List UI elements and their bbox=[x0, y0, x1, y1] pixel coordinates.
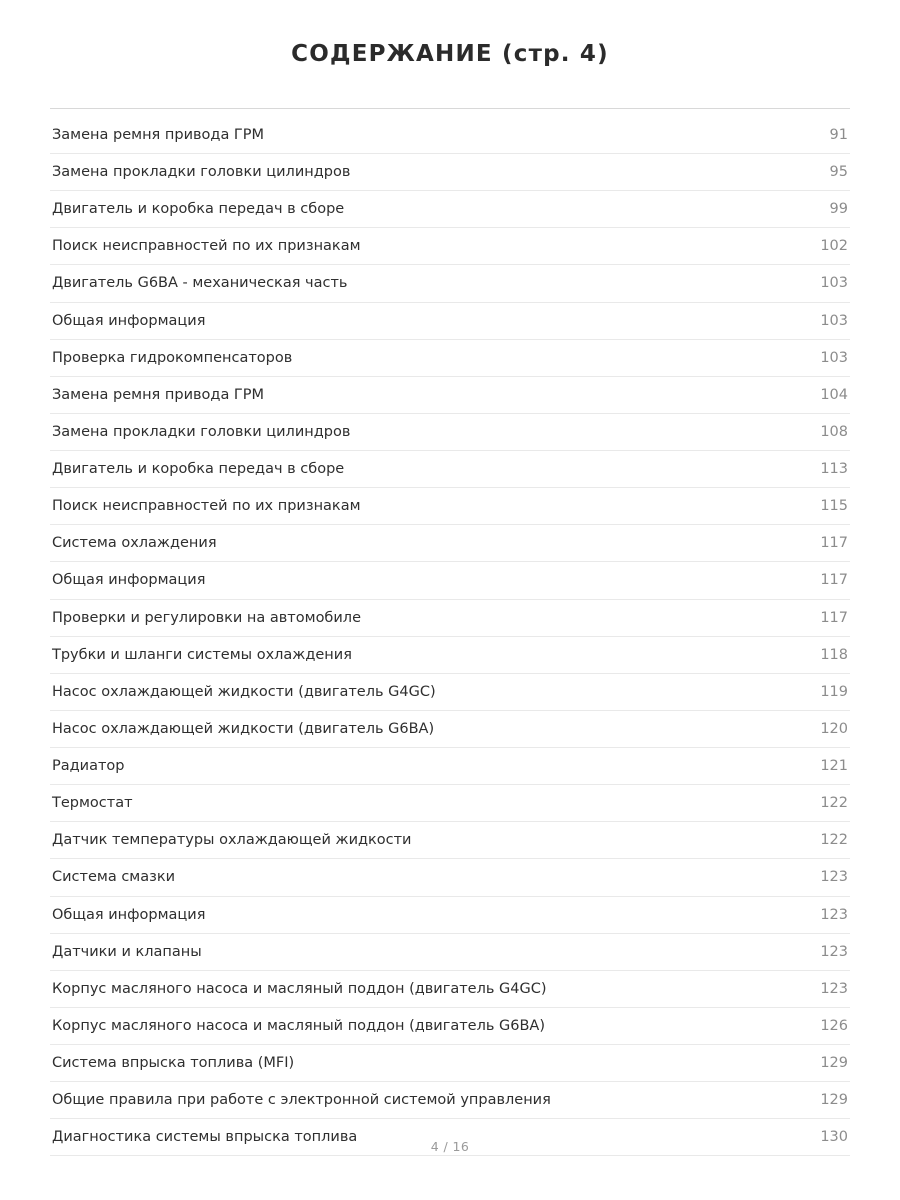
toc-entry[interactable] bbox=[50, 934, 850, 971]
toc-entry-label: Замена ремня привода ГРМ bbox=[52, 126, 265, 143]
toc-entry-page-number: 126 bbox=[820, 1017, 848, 1034]
page-footer: 4 / 16 bbox=[430, 1139, 470, 1154]
toc-entry[interactable] bbox=[50, 488, 850, 525]
toc-entry[interactable] bbox=[50, 377, 850, 414]
toc-entry[interactable] bbox=[50, 414, 850, 451]
toc-entry-page-number: 113 bbox=[820, 461, 848, 478]
toc-entry-page-number: 95 bbox=[829, 164, 848, 181]
toc-entry[interactable] bbox=[50, 340, 850, 377]
toc-entry-label: Система впрыска топлива (MFI) bbox=[52, 1055, 295, 1072]
toc-entry-label: Проверка гидрокомпенсаторов bbox=[52, 349, 293, 366]
toc-entry-label: Двигатель и коробка передач в сборе bbox=[52, 461, 345, 478]
toc-entry-page-number: 117 bbox=[820, 535, 848, 552]
toc-entry-page-number: 129 bbox=[820, 1092, 848, 1109]
toc-entry[interactable] bbox=[50, 637, 850, 674]
toc-entry-label: Общая информация bbox=[52, 906, 206, 923]
toc-entry[interactable] bbox=[50, 451, 850, 488]
toc-entry-label: Замена прокладки головки цилиндров bbox=[52, 164, 351, 181]
toc-entry[interactable] bbox=[50, 562, 850, 599]
toc-entry-label: Общая информация bbox=[52, 572, 206, 589]
toc-entry[interactable] bbox=[50, 1045, 850, 1082]
toc-entry-label: Датчики и клапаны bbox=[52, 943, 202, 960]
toc-entry-page-number: 123 bbox=[820, 943, 848, 960]
toc-entry-label: Корпус масляного насоса и масляный поддон (двигатель G4GC) bbox=[52, 980, 547, 997]
toc-entry-page-number: 103 bbox=[820, 275, 848, 292]
toc-entry-label: Насос охлаждающей жидкости (двигатель G4GC) bbox=[52, 683, 436, 700]
toc-entry-page-number: 117 bbox=[820, 609, 848, 626]
toc-entry-label: Диагностика системы впрыска топлива bbox=[52, 1129, 358, 1146]
title-divider bbox=[50, 108, 850, 109]
toc-entry-label: Радиатор bbox=[52, 758, 125, 775]
toc-entry[interactable] bbox=[50, 154, 850, 191]
toc-entry-page-number: 99 bbox=[829, 201, 848, 218]
toc-entry-label: Общая информация bbox=[52, 312, 206, 329]
toc-entry[interactable] bbox=[50, 822, 850, 859]
page-title: СОДЕРЖАНИЕ (стр. 4) bbox=[291, 41, 609, 67]
toc-entry-page-number: 102 bbox=[820, 238, 848, 255]
toc-entry[interactable] bbox=[50, 525, 850, 562]
toc-entry-page-number: 121 bbox=[820, 758, 848, 775]
toc-entry-page-number: 122 bbox=[820, 795, 848, 812]
toc-entry[interactable] bbox=[50, 228, 850, 265]
toc-entry[interactable] bbox=[50, 1008, 850, 1045]
toc-entry-page-number: 119 bbox=[820, 683, 848, 700]
toc-entry[interactable] bbox=[50, 897, 850, 934]
toc-entry-label: Датчик температуры охлаждающей жидкости bbox=[52, 832, 412, 849]
toc-entry-label: Замена прокладки головки цилиндров bbox=[52, 423, 351, 440]
toc-entry-label: Термостат bbox=[52, 795, 133, 812]
toc-entry-label: Система охлаждения bbox=[52, 535, 217, 552]
toc-entry-label: Общие правила при работе с электронной системой управления bbox=[52, 1092, 551, 1109]
toc-entry-page-number: 123 bbox=[820, 906, 848, 923]
toc-entry[interactable] bbox=[50, 711, 850, 748]
toc-entry[interactable] bbox=[50, 265, 850, 302]
toc-entry-label: Система смазки bbox=[52, 869, 176, 886]
toc-entry-page-number: 120 bbox=[820, 720, 848, 737]
toc-entry-page-number: 103 bbox=[820, 349, 848, 366]
toc-entry-page-number: 108 bbox=[820, 423, 848, 440]
toc-entry-page-number: 123 bbox=[820, 980, 848, 997]
toc-entry-page-number: 91 bbox=[829, 126, 848, 143]
toc-entry-page-number: 123 bbox=[820, 869, 848, 886]
toc-entry[interactable] bbox=[50, 674, 850, 711]
toc-entry-label: Двигатель и коробка передач в сборе bbox=[52, 201, 345, 218]
toc-entry-label: Двигатель G6BA - механическая часть bbox=[52, 275, 348, 292]
toc-entry[interactable] bbox=[50, 859, 850, 896]
toc-entry-label: Корпус масляного насоса и масляный поддон (двигатель G6BA) bbox=[52, 1017, 545, 1034]
toc-entry-page-number: 129 bbox=[820, 1055, 848, 1072]
toc-entry-page-number: 122 bbox=[820, 832, 848, 849]
toc-entry[interactable] bbox=[50, 117, 850, 154]
toc-entry[interactable] bbox=[50, 748, 850, 785]
toc-entry[interactable] bbox=[50, 785, 850, 822]
toc-entry-label: Поиск неисправностей по их признакам bbox=[52, 498, 361, 515]
toc-entry-label: Проверки и регулировки на автомобиле bbox=[52, 609, 361, 626]
toc-entry-page-number: 130 bbox=[820, 1129, 848, 1146]
table-of-contents bbox=[50, 117, 850, 1157]
toc-entry[interactable] bbox=[50, 600, 850, 637]
toc-entry-page-number: 103 bbox=[820, 312, 848, 329]
toc-entry-label: Насос охлаждающей жидкости (двигатель G6BA) bbox=[52, 720, 435, 737]
toc-entry-page-number: 115 bbox=[820, 498, 848, 515]
toc-entry-page-number: 104 bbox=[820, 386, 848, 403]
toc-entry-page-number: 117 bbox=[820, 572, 848, 589]
toc-entry-label: Трубки и шланги системы охлаждения bbox=[52, 646, 352, 663]
toc-entry[interactable] bbox=[50, 303, 850, 340]
toc-entry[interactable] bbox=[50, 971, 850, 1008]
toc-entry[interactable] bbox=[50, 1082, 850, 1119]
toc-entry-label: Замена ремня привода ГРМ bbox=[52, 386, 265, 403]
toc-entry-label: Поиск неисправностей по их признакам bbox=[52, 238, 361, 255]
toc-entry[interactable] bbox=[50, 191, 850, 228]
toc-entry-page-number: 118 bbox=[820, 646, 848, 663]
